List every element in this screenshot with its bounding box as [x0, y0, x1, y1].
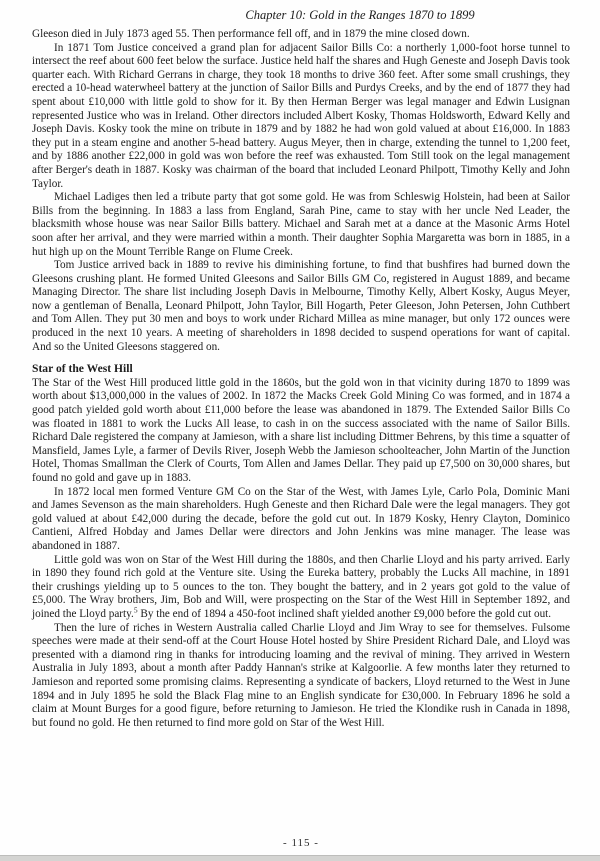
- paragraph: Gleeson died in July 1873 aged 55. Then performance fell off, and in 1879 the mine closed down.: [32, 28, 470, 40]
- paragraph-text: By the end of 1894 a 450-foot inclined shaft yielded another £9,000 before the gold cut out.: [137, 607, 552, 620]
- paragraph: Then the lure of riches in Western Australia called Charlie Lloyd and Jim Wray to see for themselves. Fulsome speeches were made at their send-off at the Court House Hotel hosted by Shire President Richard Dale, and Lloyd was presented with a diamond ring in thanks for introducing loaming and the revival of mining. They arrived in Western Australia in July 1893, about a month after Paddy Hannan's strike at Kalgoorlie. A few months later they returned to Jamieson and reported some promising claims. Representing a syndicate of backers, Lloyd returned to the West in June 1894 and in July 1895 he sold the Black Flag mine to an English syndicate for £30,000. In February 1896 he sold a claim at Mount Burges for a good figure, before returning to Jamieson. He tried the Klondike rush in Canada in 1898, but found no gold. He then returned to find more gold on Star of the West Hill.: [32, 621, 570, 729]
- paragraph: In 1871 Tom Justice conceived a grand plan for adjacent Sailor Bills Co: a northerly 1,000-foot horse tunnel to intersect the reef about 600 feet below the surface. Justice held half the shares and Hugh Geneste and Joseph Davis took quarter each. With Richard Gerrans in charge, they took 18 months to drive 360 feet. After some small crushings, they erected a 10-head waterwheel battery at the junction of Sailor Bills and Purdys Creeks, and by the end of 1877 they had spent about £10,000 with little gold to show for it. By then Herman Berger was legal manager and Edwin Lusignan represented Justice who was in Ireland. Other directors included Albert Kosky, Thomas Holdsworth, Edward Kelly and Joseph Davis. Kosky took the mine on tribute in 1879 and by 1882 he had won gold valued at about £16,000. In 1883 they put in a steam engine and another 5-head battery. Augus Meyer, then in charge, extending the tunnel to 1,200 feet, and by 1886 another £22,000 in gold was won before the reef was exhausted. Tom Still took on the legal management after Berger's death in 1887. Kosky was chairman of the board that included Leonard Philpott, Timothy Kelly and John Taylor.: [32, 41, 570, 190]
- paragraph-with-footnote: [32, 554, 570, 622]
- section-heading: Star of the West Hill: [32, 362, 133, 376]
- paragraph: In 1872 local men formed Venture GM Co on the Star of the West, with James Lyle, Carlo Pola, Dominic Mani and James Sevenson as the main shareholders. Hugh Geneste and then Richard Dale were the legal managers. They got gold valued at about £42,000 during the decade, before the gold cut out. In 1879 Kosky, Henry Clayton, Dominico Cantieni, Alfred Hobday and James Dellar were directors and John Jenkins was mine manager. The lease was abandoned in 1887.: [32, 485, 570, 552]
- page-edge-shadow: [0, 855, 600, 861]
- running-header: Chapter 10: Gold in the Ranges 1870 to 1899: [245, 8, 475, 22]
- paragraph: Michael Ladiges then led a tribute party that got some gold. He was from Schleswig Holstein, had been at Sailor Bills from the beginning. In 1883 a lass from England, Sarah Pine, came to stay with her uncle Ned Leader, the blacksmith whose house was near Sailor Bills battery. Michael and Sarah met at a dance at the Masonic Arms Hotel soon after her arrival, and they were married within a month. Their daughter Sophia Margaretta was born in 1885, in a hut high up on the Mount Terrible Range on Flume Creek.: [32, 191, 570, 258]
- paragraph: The Star of the West Hill produced little gold in the 1860s, but the gold won in that vicinity during 1870 to 1899 was worth about $13,000,000 in the values of 2002. In 1872 the Macks Creek Gold Mining Co was formed, and in 1874 a good patch yielded gold worth about £11,000 before the lease was abandoned in 1879. The Extended Sailor Bills Co was floated in 1881 to work the Lucks All lease, to cash in on the success associated with the name of Sailor Bills. Richard Dale registered the company at Jamieson, with a share list including Dittmer Behrens, by this time a squatter of Mansfield, James Lyle, a farmer of Devils River, Joseph Webb the Jamieson schoolteacher, John Martin of the Junction Hotel, Thomas Smallman the Clerk of Courts, Tom Allen and James Dellar. They paid up £7,500 on 30,000 shares, but found no gold and gave up in 1883.: [32, 376, 570, 484]
- paragraph: Tom Justice arrived back in 1889 to revive his diminishing fortune, to find that bushfires had burned down the Gleesons crushing plant. He formed United Gleesons and Sailor Bills GM Co, registered in August 1889, and became Managing Director. The share list including Joseph Davis in Melbourne, Timothy Kelly, Albert Kosky, Augus Meyer, now a gentleman of Benalla, Leonard Philpott, John Taylor, Bill Hogarth, Peter Gleeson, John Petersen, John Cuthbert and Tom Allen. They put 30 men and boys to work under Richard Millea as mine manager, but only 172 ounces were produced in the next 10 years. A meeting of shareholders in 1898 decided to suspend operations for want of capital. And so the United Gleesons staggered on.: [32, 259, 570, 353]
- footnote-marker: 5: [133, 605, 138, 615]
- paragraph-text: Little gold was won on Star of the West Hill during the 1880s, and then Charlie Lloyd and his party arrived. Early in 1890 they found rich gold at the Venture site. Using the Eureka battery, probably the Lucks All machine, in 1891 their crushings yielding up to 5 ounces to the ton. They bought the battery, and in 2 years got gold to the value of £5,000. The Wray brothers, Jim, Bob and Will, were prospecting on the Star of the West Hill in September 1892, and joined the Lloyd party.: [32, 553, 570, 620]
- page-body: [0, 22, 600, 730]
- page-number: - 115 -: [283, 837, 319, 849]
